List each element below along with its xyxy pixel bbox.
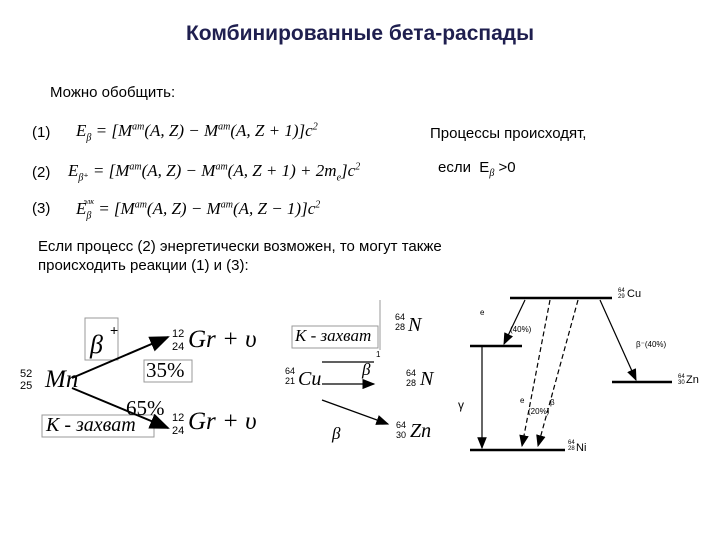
ek-label: e (480, 308, 485, 317)
gr-top-label: Gr + υ (188, 326, 257, 353)
k-capture-label: K - захват (46, 414, 136, 436)
beta-minus-40-label: β⁻(40%) (636, 340, 667, 349)
ni-mid-numbers: 64 28 (406, 368, 417, 388)
mn-numbers: 52 25 (20, 368, 33, 392)
k-capture-mid: K - захват (295, 326, 372, 345)
ni-top-label: N (408, 314, 422, 336)
condition-line-2: если $E_\beta >0$ (438, 159, 516, 179)
cu-label: Cu (298, 368, 322, 390)
paragraph-line-1: Если процесс (2) энергетически возможен, то могут также (38, 238, 442, 255)
right-diagram (470, 298, 672, 450)
beta-plus-arrow (538, 300, 578, 446)
formula-2-number: (2) (32, 164, 51, 181)
formula-3: $E_\beta^{элк} = [M^{am}(A$, $Z) - M^{am}(A$, $Z - 1)]c^2$ (76, 197, 321, 222)
cu-right-numbers: 64 29 (618, 288, 625, 300)
zn-right-label: Zn (686, 374, 699, 386)
gamma-label: γ (458, 398, 464, 412)
intro-text: Можно обобщить: (50, 84, 176, 101)
zn-label: Zn (410, 420, 432, 442)
ni-mid-label: N (420, 368, 434, 390)
ni-top-numbers: 64 28 (395, 312, 406, 332)
middle-diagram (292, 300, 388, 424)
ni-right-numbers: 64 28 (568, 440, 575, 452)
cu-right-label: Cu (627, 288, 642, 300)
formula-1: $E_\beta = [M^{am}(A$, $Z) - M^{am}(A$, $Z + 1)]c^2$ (76, 121, 318, 144)
ek2-arrow (522, 300, 550, 446)
gr-bottom-label: Gr + υ (188, 408, 257, 435)
ek2-label: e (520, 396, 525, 405)
plus-sign: + (110, 322, 119, 338)
one-label: 1 (376, 350, 381, 359)
pct-40-label: (40%) (510, 325, 532, 334)
beta-plus-right-label: β (550, 398, 555, 407)
formula-3-number: (3) (32, 200, 51, 217)
pct-35: 35% (146, 358, 185, 382)
condition-line-1: Процессы происходят, (430, 125, 587, 142)
page-title: Комбинированные бета-распады (185, 22, 535, 45)
beta-minus-arrow (600, 300, 636, 380)
gr-bottom-numbers: 12 24 (172, 412, 185, 437)
formula-1-number: (1) (32, 124, 51, 141)
pct-65: 65% (126, 396, 165, 420)
beta-mid-label: β (362, 360, 371, 379)
cu-numbers: 64 21 (285, 366, 296, 386)
beta-low-label: β (332, 424, 341, 443)
arrow-to-zn (322, 400, 388, 424)
formula-2: $E_{\beta^+} = [M^{am}(A$, $Z) - M^{am}(A$, $Z + 1) + 2m_e]c^2$ (68, 161, 361, 184)
paragraph-line-2: происходить реакции (1) и (3): (38, 257, 249, 274)
mn-label: Mn (45, 366, 79, 393)
pct-20-label: (20%) (528, 407, 550, 416)
gr-top-numbers: 12 24 (172, 328, 185, 353)
zn-right-numbers: 64 30 (678, 374, 685, 386)
ni-right-label: Ni (576, 442, 587, 454)
beta-plus-label: β (90, 330, 103, 359)
zn-numbers: 64 30 (396, 420, 407, 440)
ek-arrow (504, 300, 525, 344)
